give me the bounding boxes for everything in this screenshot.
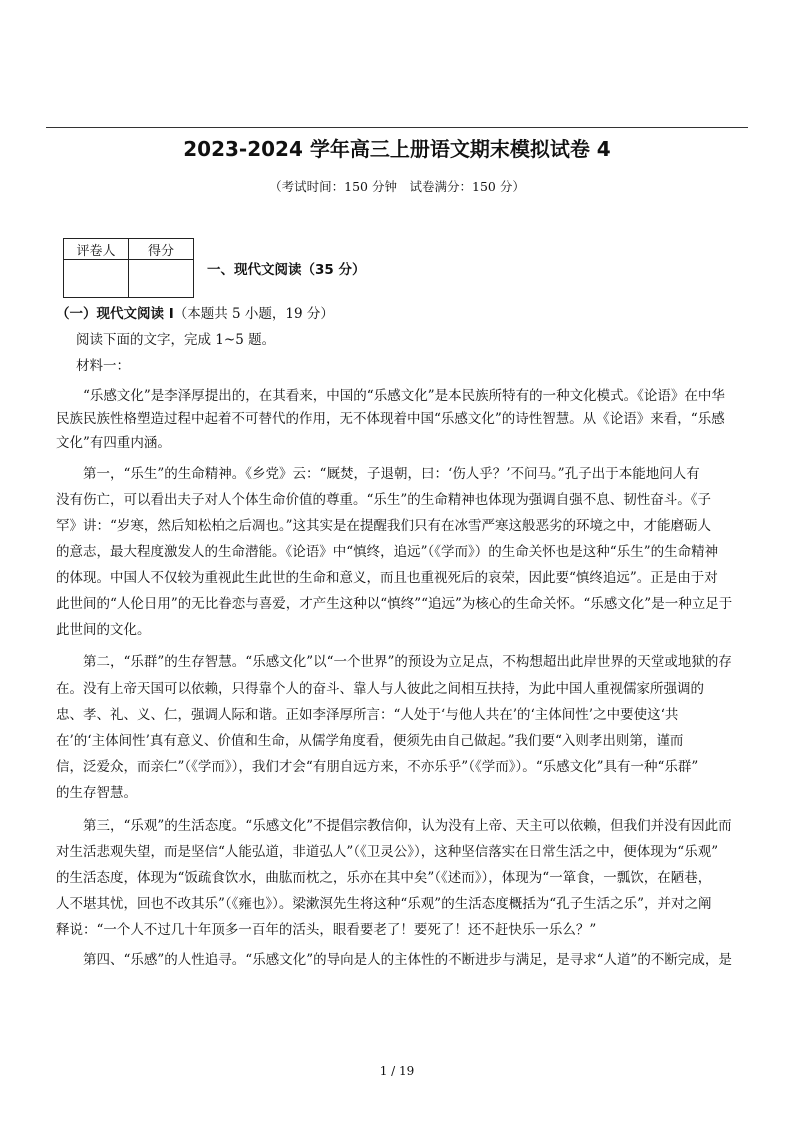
material-label: 材料一：	[76, 358, 130, 374]
passage-line: 此世间的文化。	[56, 622, 151, 638]
part-note: （本题共 5 小题，19 分）	[173, 306, 334, 322]
passage-line: 释说：“一个人不过几十年顶多一百年的活头，眼看要老了！要死了！还不赶快乐一乐么？”	[56, 922, 597, 938]
exam-info: （考试时间：150 分钟 试卷满分：150 分）	[269, 179, 525, 194]
passage-line: 忠、孝、礼、义、仁，强调人际和谐。正如李泽厚所言：“人处于‘与他人共在’的‘主体间性’之中要使这‘共	[56, 707, 679, 723]
score-cell	[129, 260, 194, 298]
part-heading	[56, 304, 334, 324]
grader-label: 评卷人	[64, 239, 129, 260]
passage-line: 第三，“乐观”的生活态度。“乐感文化”不提倡宗教信仰，认为没有上帝、天主可以依赖，但我们并没有因此而	[56, 818, 732, 834]
passage-line: 在’的‘主体间性’真有意义、价值和生命，从儒学角度看，便须先由自己做起。”我们要“入则孝出则第，谨而	[56, 733, 684, 749]
passage-line: 对生活悲观失望，而是坚信“人能弘道，非道弘人”（《卫灵公》），这种坚信落实在日常生活之中，便体现为“乐观”	[56, 844, 719, 860]
passage-line: 第四、“乐感”的人性追寻。“乐感文化”的导向是人的主体性的不断进步与满足，是寻求“人道”的不断完成，是	[56, 952, 732, 968]
passage-line: 在。没有上帝天国可以依赖，只得靠个人的奋斗、靠人与人彼此之间相互扶持，为此中国人重视儒家所强调的	[56, 681, 704, 697]
passage-line: 民族民族性格塑造过程中起着不可替代的作用，无不体现着中国“乐感文化”的诗性智慧。从《论语》来看，“乐感	[56, 411, 725, 427]
passage-line: “乐感文化”是李泽厚提出的，在其看来，中国的“乐感文化”是本民族所特有的一种文化模式。《论语》在中华	[56, 388, 725, 404]
passage-line: 罕》讲：“岁寒，然后知松柏之后凋也。”这其实是在提醒我们只有在冰雪严寒这般恶劣的环境之中，才能磨砺人	[56, 518, 712, 534]
passage-line: 第二，“乐群”的生存智慧。“乐感文化”以“一个世界”的预设为立足点，不构想超出此岸世界的天堂或地狱的存	[56, 654, 732, 670]
part-label: （一）现代文阅读 I	[56, 306, 174, 322]
passage-line: 文化”有四重内涵。	[56, 435, 171, 451]
section-heading: 一、现代文阅读（35 分）	[207, 262, 366, 278]
instruction: 阅读下面的文字，完成 1~5 题。	[76, 332, 276, 348]
passage-line: 的生活态度，体现为“饭疏食饮水，曲肱而枕之，乐亦在其中矣”（《述而》），体现为“一箪食，一瓢饮，在陋巷，	[56, 870, 712, 886]
passage-line: 第一，“乐生”的生命精神。《乡党》云：“厩焚，子退朝，曰：‘伤人乎？’不问马。”孔子出于本能地问人有	[56, 466, 700, 482]
score-label: 得分	[129, 239, 194, 260]
passage-line: 没有伤亡，可以看出夫子对人个体生命价值的尊重。“乐生”的生命精神也体现为强调自强不息、韧性奋斗。《子	[56, 492, 712, 508]
passage-line: 人不堪其忧，回也不改其乐”（《雍也》）。梁漱溟先生将这种“乐观”的生活态度概括为“孔子生活之乐”，并对之阐	[56, 896, 712, 912]
passage-line: 信，泛爱众，而亲仁”（《学而》），我们才会“有朋自远方来，不亦乐乎”（《学而》）。“乐感文化”具有一种“乐群”	[56, 759, 699, 775]
grader-cell	[64, 260, 129, 298]
page-number: 1 / 19	[379, 1064, 415, 1078]
passage-line: 的意志，最大程度激发人的生命潜能。《论语》中“慎终，追远”（《学而》）的生命关怀也是这种“乐生”的生命精神	[56, 544, 719, 560]
grader-score-table	[63, 238, 194, 298]
page-title: 2023-2024 学年高三上册语文期末模拟试卷 4	[183, 137, 611, 161]
passage-line: 此世间的“人伦日用”的无比眷恋与喜爱，才产生这种以“慎终”“追远”为核心的生命关怀。“乐感文化”是一种立足于	[56, 596, 733, 612]
passage-line: 的生存智慧。	[56, 785, 137, 801]
passage-line: 的体现。中国人不仅较为重视此生此世的生命和意义，而且也重视死后的哀荣，因此要“慎终追远”。正是由于对	[56, 570, 718, 586]
header-rule	[46, 127, 748, 128]
